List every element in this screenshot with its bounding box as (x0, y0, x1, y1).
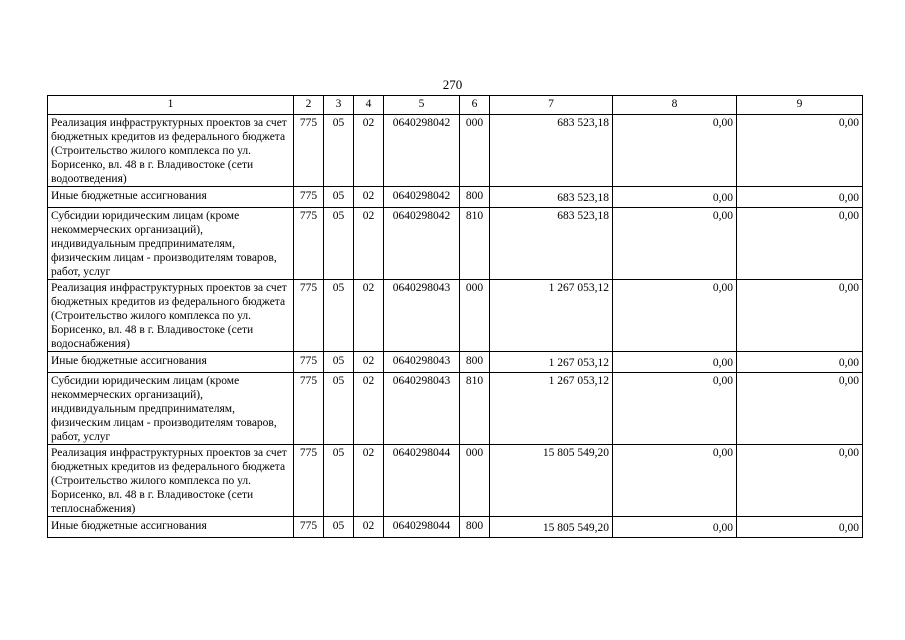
row-name-cell: Реализация инфраструктурных проектов за счет бюджетных кредитов из федерального бюджета (Строительство жилого комплекса по ул. Борисенко, вл. 48 в г. Владивостоке (сети водоотведения) (48, 115, 294, 187)
column-header: 5 (384, 96, 460, 115)
target-article-cell: 0640298044 (384, 517, 460, 538)
target-article-cell: 0640298043 (384, 373, 460, 445)
table-row (48, 352, 863, 373)
expense-type-cell: 800 (460, 352, 490, 373)
target-article-cell: 0640298043 (384, 280, 460, 352)
subsection-code-cell: 02 (354, 187, 384, 208)
section-code-cell: 05 (324, 187, 354, 208)
amount-col9-cell: 0,00 (737, 352, 863, 373)
table-row (48, 280, 863, 352)
amount-col7-cell: 15 805 549,20 (490, 445, 613, 517)
section-code-cell: 05 (324, 517, 354, 538)
amount-col9-cell: 0,00 (737, 280, 863, 352)
subsection-code-cell: 02 (354, 517, 384, 538)
target-article-cell: 0640298042 (384, 187, 460, 208)
amount-col9-cell: 0,00 (737, 445, 863, 517)
admin-code-cell: 775 (294, 517, 324, 538)
amount-col7-cell: 683 523,18 (490, 208, 613, 280)
row-name-cell: Реализация инфраструктурных проектов за счет бюджетных кредитов из федерального бюджета (Строительство жилого комплекса по ул. Борисенко, вл. 48 в г. Владивостоке (сети теплоснабжения) (48, 445, 294, 517)
section-code-cell: 05 (324, 115, 354, 187)
table-row (48, 445, 863, 517)
column-header: 8 (613, 96, 737, 115)
subsection-code-cell: 02 (354, 445, 384, 517)
amount-col7-cell: 683 523,18 (490, 187, 613, 208)
admin-code-cell: 775 (294, 187, 324, 208)
row-name-cell: Иные бюджетные ассигнования (48, 352, 294, 373)
amount-col8-cell: 0,00 (613, 352, 737, 373)
expense-type-cell: 000 (460, 445, 490, 517)
amount-col8-cell: 0,00 (613, 187, 737, 208)
section-code-cell: 05 (324, 373, 354, 445)
amount-col8-cell: 0,00 (613, 115, 737, 187)
target-article-cell: 0640298043 (384, 352, 460, 373)
admin-code-cell: 775 (294, 352, 324, 373)
row-name-cell: Субсидии юридическим лицам (кроме некоммерческих организаций), индивидуальным предпринимателям, физическим лицам - производителям товаров, работ, услуг (48, 373, 294, 445)
header-row (48, 96, 863, 115)
amount-col9-cell: 0,00 (737, 115, 863, 187)
expense-type-cell: 810 (460, 373, 490, 445)
table-row (48, 187, 863, 208)
target-article-cell: 0640298042 (384, 115, 460, 187)
table-row (48, 208, 863, 280)
column-header: 3 (324, 96, 354, 115)
section-code-cell: 05 (324, 280, 354, 352)
row-name-cell: Иные бюджетные ассигнования (48, 517, 294, 538)
column-header: 6 (460, 96, 490, 115)
admin-code-cell: 775 (294, 208, 324, 280)
admin-code-cell: 775 (294, 445, 324, 517)
amount-col8-cell: 0,00 (613, 373, 737, 445)
column-header: 2 (294, 96, 324, 115)
subsection-code-cell: 02 (354, 373, 384, 445)
section-code-cell: 05 (324, 208, 354, 280)
expense-type-cell: 810 (460, 208, 490, 280)
page-number: 270 (442, 77, 463, 92)
column-header: 4 (354, 96, 384, 115)
column-header: 1 (48, 96, 294, 115)
row-name-cell: Иные бюджетные ассигнования (48, 187, 294, 208)
amount-col8-cell: 0,00 (613, 280, 737, 352)
row-name-cell: Реализация инфраструктурных проектов за счет бюджетных кредитов из федерального бюджета (Строительство жилого комплекса по ул. Борисенко, вл. 48 в г. Владивостоке (сети водоснабжения) (48, 280, 294, 352)
expense-type-cell: 800 (460, 517, 490, 538)
row-name-cell: Субсидии юридическим лицам (кроме некоммерческих организаций), индивидуальным предпринимателям, физическим лицам - производителям товаров, работ, услуг (48, 208, 294, 280)
subsection-code-cell: 02 (354, 280, 384, 352)
amount-col7-cell: 1 267 053,12 (490, 280, 613, 352)
table-row (48, 517, 863, 538)
expense-type-cell: 000 (460, 280, 490, 352)
budget-table (47, 95, 863, 538)
amount-col8-cell: 0,00 (613, 517, 737, 538)
subsection-code-cell: 02 (354, 208, 384, 280)
amount-col7-cell: 15 805 549,20 (490, 517, 613, 538)
table-row (48, 115, 863, 187)
amount-col9-cell: 0,00 (737, 517, 863, 538)
subsection-code-cell: 02 (354, 352, 384, 373)
column-header: 7 (490, 96, 613, 115)
amount-col7-cell: 1 267 053,12 (490, 352, 613, 373)
table-row (48, 373, 863, 445)
target-article-cell: 0640298044 (384, 445, 460, 517)
amount-col9-cell: 0,00 (737, 208, 863, 280)
amount-col8-cell: 0,00 (613, 445, 737, 517)
expense-type-cell: 000 (460, 115, 490, 187)
amount-col9-cell: 0,00 (737, 373, 863, 445)
amount-col9-cell: 0,00 (737, 187, 863, 208)
target-article-cell: 0640298042 (384, 208, 460, 280)
admin-code-cell: 775 (294, 115, 324, 187)
section-code-cell: 05 (324, 352, 354, 373)
admin-code-cell: 775 (294, 373, 324, 445)
table-body (48, 115, 863, 538)
column-header: 9 (737, 96, 863, 115)
section-code-cell: 05 (324, 445, 354, 517)
subsection-code-cell: 02 (354, 115, 384, 187)
amount-col7-cell: 683 523,18 (490, 115, 613, 187)
amount-col7-cell: 1 267 053,12 (490, 373, 613, 445)
amount-col8-cell: 0,00 (613, 208, 737, 280)
expense-type-cell: 800 (460, 187, 490, 208)
admin-code-cell: 775 (294, 280, 324, 352)
